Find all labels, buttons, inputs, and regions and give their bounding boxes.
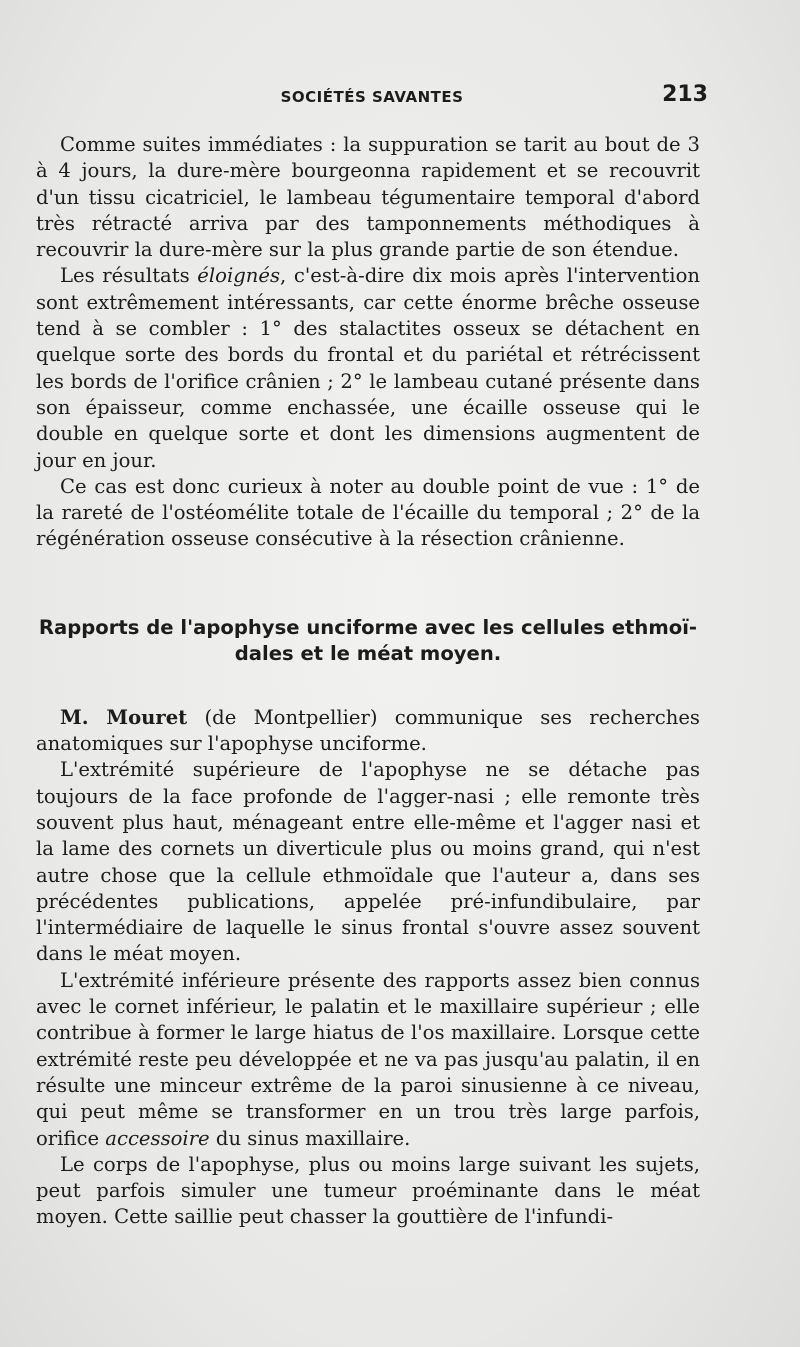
paragraph: Comme suites immédiates : la suppuration se tarit au bout de 3 à 4 jours, la dure-mère bourgeonna rapidement et se recouvrit d'un tissu cicatriciel, le lambeau tégumentaire temporal d'abord très rétracté arriva par des tamponnements méthodiques à recouvrir la dure-mère sur la plus grande partie de son étendue.: [36, 133, 700, 262]
section-title: [36, 615, 700, 667]
page-header: [36, 82, 708, 112]
body-text: [36, 132, 700, 1231]
paragraph: Le corps de l'apophyse, plus ou moins large suivant les sujets, peut parfois simuler une tumeur proéminante dans le méat moyen. Cette saillie peut chasser la gouttière de l'infundi-: [36, 1152, 700, 1229]
paragraph-text: , c'est-à-dire dix mois après l'intervention sont extrêmement intéressants, car cette énorme brêche osseuse tend à se combler : 1° des stalactites osseux se détachent en quelque sorte des bords du frontal et du pariétal et rétrécissent les bords de l'orifice crânien ; 2° le lambeau cutané présente dans son épaisseur, comme enchassée, une écaille osseuse qui le double en quelque sorte et dont les dimensions augmentent de jour en jour.: [36, 264, 700, 472]
paragraph: [36, 705, 700, 758]
paragraph-text: du sinus maxillaire.: [209, 1126, 411, 1150]
section-title-line: Rapports de l'apophyse unciforme avec les cellules ethmoï-: [38, 615, 698, 639]
paragraph-text: Les résultats: [60, 264, 198, 288]
author-name: M. Mouret: [60, 705, 188, 729]
emphasis: éloignés: [197, 264, 281, 288]
paragraph-text: L'extrémité inférieure présente des rapports assez bien connus avec le cornet inférieur, le palatin et le maxillaire supérieur ; elle contribue à former le large hiatus de l'os maxillaire. Lorsque cette extrémité reste peu développée et ne va pas jusqu'au palatin, il en résulte une minceur extrême de la paroi sinusienne à ce niveau, qui peut même se transformer en un trou très large parfois, orifice: [36, 968, 700, 1150]
paragraph-text: (de Montpellier) communique ses recherches anatomiques sur l'apophyse unciforme.: [36, 705, 700, 756]
page-number: 213: [662, 82, 708, 107]
emphasis: accessoire: [105, 1126, 210, 1150]
paragraph: L'extrémité supérieure de l'apophyse ne se détache pas toujours de la face profonde de l'agger-nasi ; elle remonte très souvent plus haut, ménageant entre elle-même et l'agger nasi et la lame des cornets un diverticule plus ou moins grand, qui n'est autre chose que la cellule ethmoïdale que l'auteur a, dans ses précédentes publications, appelée pré-infundibulaire, par l'intermédiaire de laquelle le sinus frontal s'ouvre assez souvent dans le méat moyen.: [36, 758, 700, 966]
paragraph: [36, 263, 700, 473]
paragraph: [36, 968, 700, 1152]
section-title-line: dales et le méat moyen.: [234, 641, 502, 665]
paragraph: Ce cas est donc curieux à noter au double point de vue : 1° de la rareté de l'ostéomélite totale de l'écaille du temporal ; 2° de la régénération osseuse consécutive à la résection crânienne.: [36, 474, 700, 551]
running-head: SOCIÉTÉS SAVANTES: [280, 88, 464, 106]
